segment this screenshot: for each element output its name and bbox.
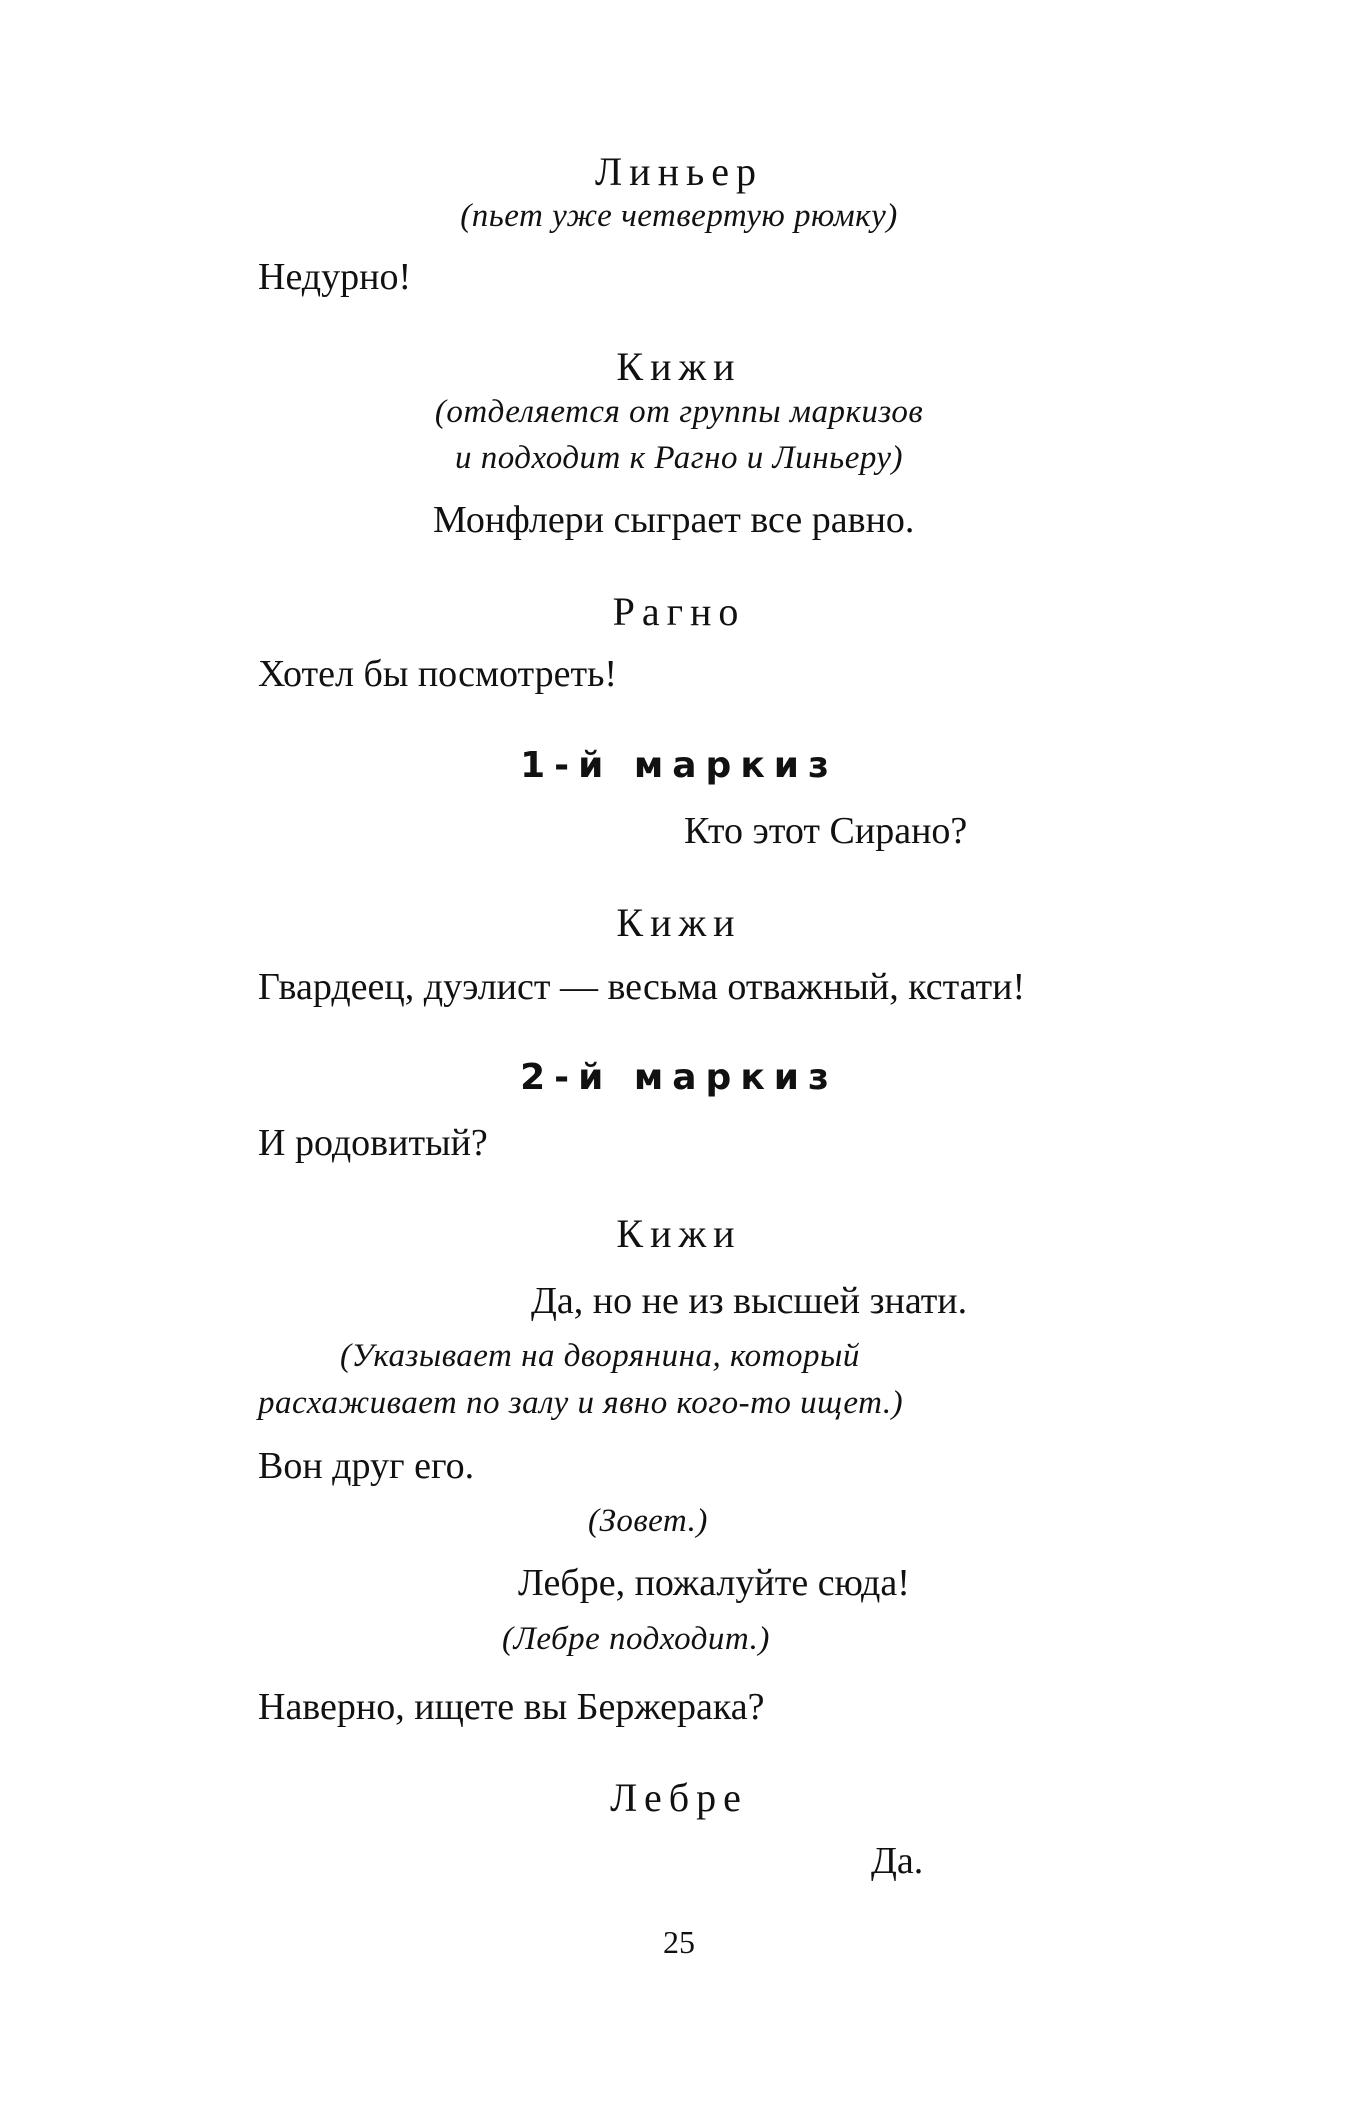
speech-line: Наверно, ищете вы Бержерака? [258, 1686, 765, 1728]
speech-line: Кто этот Сирано? [684, 810, 968, 852]
speech-line: И родовитый? [258, 1122, 488, 1164]
page-number: 25 [663, 1924, 695, 1960]
speech-line: Да. [871, 1840, 924, 1882]
speech-line: Недурно! [258, 256, 412, 298]
speaker-first-marquis: 1-й маркиз [520, 745, 838, 786]
speech-line: Гвардеец, дуэлист — весьма отважный, кстати! [258, 966, 1026, 1008]
speech-line: Монфлери сыграет все равно. [433, 499, 915, 541]
speech-line: Лебре, пожалуйте сюда! [518, 1562, 910, 1604]
stage-direction: (Указывает на дворянина, который [340, 1338, 860, 1374]
speech-line: Хотел бы посмотреть! [258, 653, 618, 695]
speaker-lebre: Лебре [610, 1775, 748, 1820]
speech-line: Да, но не из высшей знати. [531, 1280, 968, 1322]
speaker-kizhi: Кижи [616, 344, 742, 389]
speaker-kizhi: Кижи [616, 900, 742, 945]
stage-direction: расхаживает по залу и явно кого-то ищет.) [258, 1385, 904, 1421]
stage-direction: (Лебре подходит.) [502, 1621, 770, 1657]
stage-direction: (пьет уже четвертую рюмку) [460, 198, 898, 234]
stage-direction: (Зовет.) [588, 1503, 708, 1539]
stage-direction: и подходит к Рагно и Линьеру) [454, 440, 904, 476]
speaker-kizhi: Кижи [616, 1211, 742, 1256]
speaker-liner: Линьер [595, 149, 763, 194]
speaker-second-marquis: 2-й маркиз [520, 1057, 838, 1098]
stage-direction: (отделяется от группы маркизов [434, 394, 924, 430]
speech-line: Вон друг его. [258, 1445, 475, 1487]
speaker-ragno: Рагно [612, 589, 746, 634]
